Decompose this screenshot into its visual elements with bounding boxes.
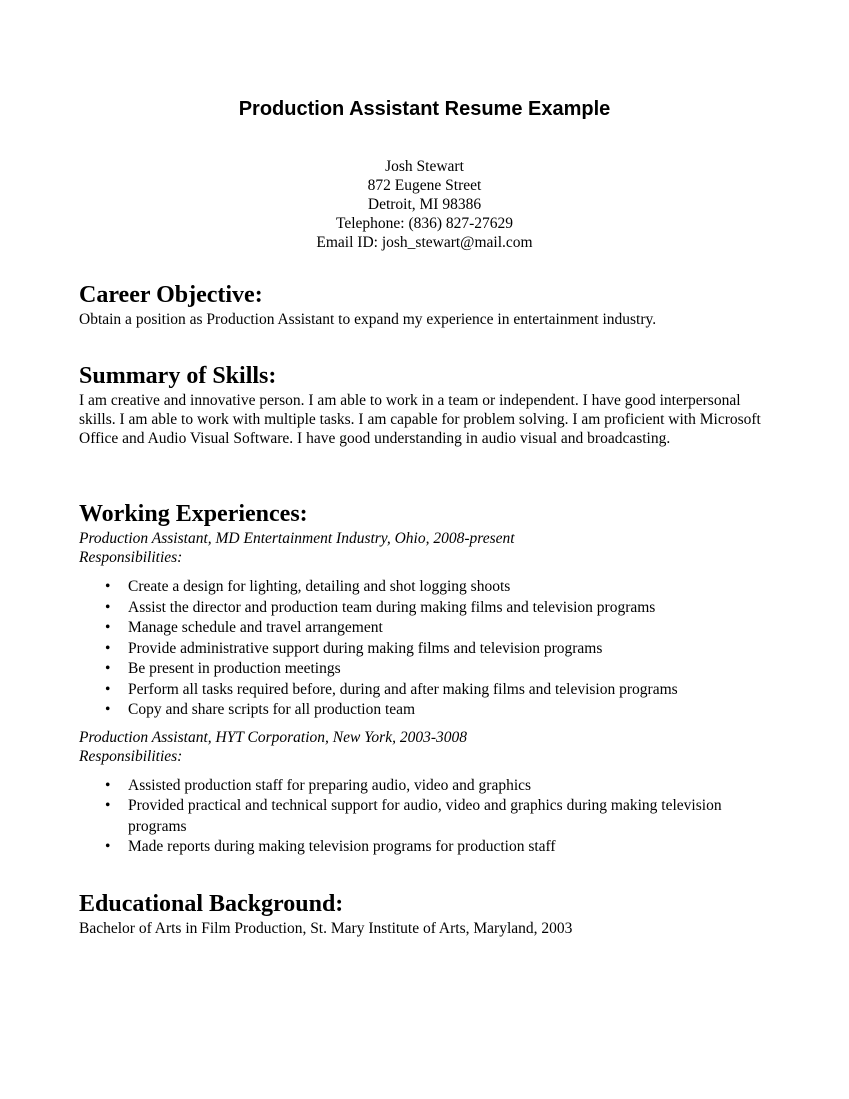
- contact-block: [0, 157, 849, 252]
- list-item: [79, 700, 779, 721]
- list-item: [79, 776, 779, 797]
- career-objective-heading: Career Objective:: [79, 282, 263, 308]
- list-item: [79, 659, 779, 680]
- bullet-glyph: •: [105, 797, 111, 814]
- list-item-text: Provided practical and technical support for audio, video and graphics during making television programs: [128, 797, 722, 835]
- skills-section: [79, 361, 779, 448]
- list-item-text: Create a design for lighting, detailing and shot logging shoots: [128, 578, 511, 595]
- bullet-glyph: •: [105, 619, 111, 636]
- contact-street: 872 Eugene Street: [367, 177, 482, 194]
- list-item: [79, 837, 779, 858]
- bullet-glyph: •: [105, 701, 111, 718]
- list-item: [79, 680, 779, 701]
- contact-city: Detroit, MI 98386: [367, 196, 482, 213]
- bullet-glyph: •: [105, 639, 111, 657]
- list-item-text: Manage schedule and travel arrangement: [128, 619, 383, 636]
- responsibilities-list: [79, 776, 779, 858]
- list-item: [79, 618, 779, 639]
- job-title: Production Assistant, HYT Corporation, New York, 2003-3008: [79, 728, 467, 746]
- job-entry: [79, 529, 779, 721]
- list-item: [79, 796, 779, 837]
- responsibilities-label: Responsibilities:: [79, 747, 183, 765]
- bullet-glyph: •: [105, 838, 111, 855]
- responsibilities-label: Responsibilities:: [79, 549, 183, 566]
- responsibilities-list: [79, 577, 779, 721]
- document-title: Production Assistant Resume Example: [238, 98, 611, 120]
- career-objective-text: Obtain a position as Production Assistant to expand my experience in entertainment industry.: [79, 311, 657, 328]
- list-item-text: Copy and share scripts for all production team: [128, 701, 416, 718]
- education-section: [79, 889, 779, 938]
- bullet-glyph: •: [105, 578, 111, 595]
- bullet-glyph: •: [105, 776, 111, 794]
- list-item: [79, 598, 779, 619]
- education-text: Bachelor of Arts in Film Production, St. Mary Institute of Arts, Maryland, 2003: [79, 920, 573, 937]
- career-objective-section: [79, 280, 779, 329]
- list-item-text: Made reports during making television programs for production staff: [128, 838, 556, 855]
- list-item-text: Assisted production staff for preparing audio, video and graphics: [128, 776, 532, 794]
- job-title: Production Assistant, MD Entertainment Industry, Ohio, 2008-present: [79, 530, 515, 547]
- list-item: [79, 577, 779, 598]
- skills-text: I am creative and innovative person. I am able to work in a team or independent. I have good interpersonal skills. I am able to work with multiple tasks. I am capable for problem solving. I am proficient with Microsoft Office and Audio Visual Software. I have good understanding in audio visual and broadcasting.: [79, 392, 761, 447]
- contact-email: Email ID: josh_stewart@mail.com: [316, 234, 533, 251]
- list-item-text: Provide administrative support during making films and television programs: [128, 639, 603, 657]
- job-entry: [79, 728, 779, 858]
- list-item: [79, 639, 779, 660]
- work-section: [79, 499, 779, 858]
- list-item-text: Be present in production meetings: [128, 660, 341, 677]
- contact-telephone: Telephone: (836) 827-27629: [335, 215, 514, 232]
- work-heading: Working Experiences:: [79, 501, 308, 527]
- skills-heading: Summary of Skills:: [79, 363, 277, 389]
- bullet-glyph: •: [105, 598, 111, 616]
- list-item-text: Assist the director and production team during making films and television programs: [128, 598, 656, 616]
- bullet-glyph: •: [105, 680, 111, 698]
- bullet-glyph: •: [105, 660, 111, 677]
- education-heading: Educational Background:: [79, 891, 344, 917]
- contact-name: Josh Stewart: [385, 158, 464, 175]
- list-item-text: Perform all tasks required before, during and after making films and television programs: [128, 680, 678, 698]
